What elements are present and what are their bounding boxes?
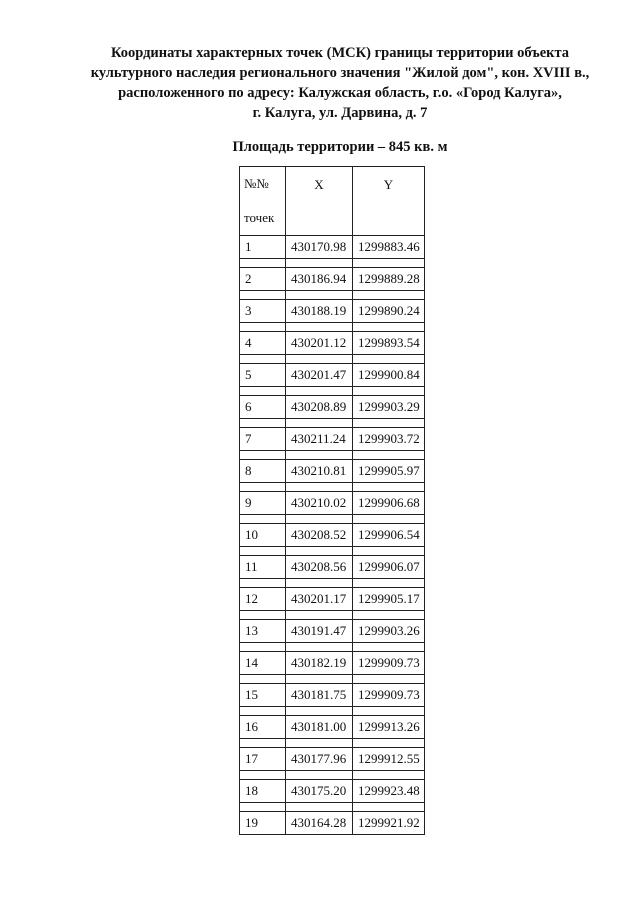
- table-row: [240, 364, 425, 387]
- spacer-row: [240, 707, 425, 716]
- point-number-cell: 14: [240, 652, 286, 675]
- y-coordinate-cell: 1299906.68: [353, 492, 425, 515]
- x-coordinate-cell: 430175.20: [286, 780, 353, 803]
- spacer-row: [240, 483, 425, 492]
- empty-cell: [286, 483, 353, 492]
- header-x-label: X: [314, 177, 324, 192]
- x-coordinate-cell: 430182.19: [286, 652, 353, 675]
- x-coordinate-cell: 430164.28: [286, 812, 353, 835]
- spacer-row: [240, 291, 425, 300]
- y-coordinate-cell: 1299909.73: [353, 684, 425, 707]
- y-coordinate-cell: 1299912.55: [353, 748, 425, 771]
- table-row: [240, 748, 425, 771]
- empty-cell: [286, 291, 353, 300]
- empty-cell: [353, 707, 425, 716]
- empty-cell: [286, 707, 353, 716]
- empty-cell: [353, 451, 425, 460]
- empty-cell: [240, 675, 286, 684]
- point-number-cell: 12: [240, 588, 286, 611]
- empty-cell: [286, 355, 353, 364]
- spacer-row: [240, 419, 425, 428]
- header-number-sign: №№: [244, 176, 269, 191]
- empty-cell: [353, 739, 425, 748]
- table-row: [240, 716, 425, 739]
- x-coordinate-cell: 430210.02: [286, 492, 353, 515]
- table-row: [240, 236, 425, 259]
- empty-cell: [240, 451, 286, 460]
- spacer-row: [240, 803, 425, 812]
- x-coordinate-cell: 430210.81: [286, 460, 353, 483]
- empty-cell: [353, 291, 425, 300]
- empty-cell: [240, 803, 286, 812]
- empty-cell: [353, 803, 425, 812]
- table-row: [240, 300, 425, 323]
- y-coordinate-cell: 1299883.46: [353, 236, 425, 259]
- y-coordinate-cell: 1299921.92: [353, 812, 425, 835]
- empty-cell: [286, 515, 353, 524]
- table-row: [240, 812, 425, 835]
- spacer-row: [240, 259, 425, 268]
- point-number-cell: 6: [240, 396, 286, 419]
- spacer-row: [240, 643, 425, 652]
- empty-cell: [286, 643, 353, 652]
- empty-cell: [286, 259, 353, 268]
- x-coordinate-cell: 430208.52: [286, 524, 353, 547]
- header-point-number: [240, 167, 286, 236]
- point-number-cell: 8: [240, 460, 286, 483]
- table-row: [240, 492, 425, 515]
- point-number-cell: 17: [240, 748, 286, 771]
- y-coordinate-cell: 1299909.73: [353, 652, 425, 675]
- empty-cell: [240, 323, 286, 332]
- empty-cell: [240, 387, 286, 396]
- table-row: [240, 780, 425, 803]
- point-number-cell: 5: [240, 364, 286, 387]
- empty-cell: [240, 707, 286, 716]
- point-number-cell: 2: [240, 268, 286, 291]
- y-coordinate-cell: 1299923.48: [353, 780, 425, 803]
- table-row: [240, 268, 425, 291]
- x-coordinate-cell: 430181.75: [286, 684, 353, 707]
- empty-cell: [353, 387, 425, 396]
- point-number-cell: 16: [240, 716, 286, 739]
- empty-cell: [286, 387, 353, 396]
- spacer-row: [240, 355, 425, 364]
- empty-cell: [240, 579, 286, 588]
- empty-cell: [353, 547, 425, 556]
- empty-cell: [353, 611, 425, 620]
- table-row: [240, 524, 425, 547]
- y-coordinate-cell: 1299903.29: [353, 396, 425, 419]
- x-coordinate-cell: 430201.17: [286, 588, 353, 611]
- empty-cell: [240, 771, 286, 780]
- empty-cell: [240, 291, 286, 300]
- spacer-row: [240, 739, 425, 748]
- title-line: культурного наследия регионального значения "Жилой дом", кон. XVIII в.,: [90, 65, 590, 81]
- empty-cell: [286, 611, 353, 620]
- table-row: [240, 684, 425, 707]
- spacer-row: [240, 771, 425, 780]
- empty-cell: [353, 515, 425, 524]
- empty-cell: [286, 419, 353, 428]
- empty-cell: [240, 259, 286, 268]
- title-line: Координаты характерных точек (МСК) границы территории объекта: [110, 45, 570, 61]
- point-number-cell: 13: [240, 620, 286, 643]
- territory-area: Площадь территории – 845 кв. м: [232, 139, 448, 155]
- empty-cell: [286, 547, 353, 556]
- spacer-row: [240, 515, 425, 524]
- empty-cell: [240, 643, 286, 652]
- table-row: [240, 652, 425, 675]
- table-row: [240, 620, 425, 643]
- empty-cell: [240, 515, 286, 524]
- document-title: [40, 43, 639, 123]
- point-number-cell: 19: [240, 812, 286, 835]
- x-coordinate-cell: 430170.98: [286, 236, 353, 259]
- title-line: расположенного по адресу: Калужская область, г.о. «Город Калуга»,: [118, 85, 562, 101]
- spacer-row: [240, 323, 425, 332]
- title-line: г. Калуга, ул. Дарвина, д. 7: [252, 105, 428, 121]
- empty-cell: [286, 323, 353, 332]
- empty-cell: [286, 803, 353, 812]
- header-y: [353, 167, 425, 236]
- x-coordinate-cell: 430201.47: [286, 364, 353, 387]
- point-number-cell: 1: [240, 236, 286, 259]
- x-coordinate-cell: 430208.89: [286, 396, 353, 419]
- header-x: [286, 167, 353, 236]
- x-coordinate-cell: 430211.24: [286, 428, 353, 451]
- point-number-cell: 3: [240, 300, 286, 323]
- x-coordinate-cell: 430191.47: [286, 620, 353, 643]
- point-number-cell: 18: [240, 780, 286, 803]
- y-coordinate-cell: 1299889.28: [353, 268, 425, 291]
- empty-cell: [240, 547, 286, 556]
- empty-cell: [240, 483, 286, 492]
- empty-cell: [286, 739, 353, 748]
- header-points-label: точек: [244, 210, 275, 225]
- spacer-row: [240, 675, 425, 684]
- y-coordinate-cell: 1299906.54: [353, 524, 425, 547]
- empty-cell: [240, 611, 286, 620]
- coordinates-table: [239, 166, 425, 835]
- empty-cell: [353, 771, 425, 780]
- empty-cell: [353, 643, 425, 652]
- y-coordinate-cell: 1299905.97: [353, 460, 425, 483]
- y-coordinate-cell: 1299913.26: [353, 716, 425, 739]
- empty-cell: [286, 579, 353, 588]
- empty-cell: [286, 451, 353, 460]
- spacer-row: [240, 451, 425, 460]
- empty-cell: [240, 355, 286, 364]
- y-coordinate-cell: 1299893.54: [353, 332, 425, 355]
- empty-cell: [240, 739, 286, 748]
- point-number-cell: 11: [240, 556, 286, 579]
- empty-cell: [353, 259, 425, 268]
- point-number-cell: 7: [240, 428, 286, 451]
- spacer-row: [240, 579, 425, 588]
- x-coordinate-cell: 430208.56: [286, 556, 353, 579]
- empty-cell: [286, 771, 353, 780]
- empty-cell: [286, 675, 353, 684]
- empty-cell: [353, 355, 425, 364]
- y-coordinate-cell: 1299906.07: [353, 556, 425, 579]
- empty-cell: [353, 675, 425, 684]
- empty-cell: [353, 323, 425, 332]
- x-coordinate-cell: 430186.94: [286, 268, 353, 291]
- y-coordinate-cell: 1299890.24: [353, 300, 425, 323]
- table-row: [240, 556, 425, 579]
- spacer-row: [240, 387, 425, 396]
- y-coordinate-cell: 1299905.17: [353, 588, 425, 611]
- table-row: [240, 588, 425, 611]
- table-row: [240, 396, 425, 419]
- empty-cell: [240, 419, 286, 428]
- y-coordinate-cell: 1299903.26: [353, 620, 425, 643]
- point-number-cell: 15: [240, 684, 286, 707]
- y-coordinate-cell: 1299900.84: [353, 364, 425, 387]
- point-number-cell: 9: [240, 492, 286, 515]
- spacer-row: [240, 611, 425, 620]
- header-y-label: Y: [383, 177, 394, 192]
- empty-cell: [353, 483, 425, 492]
- x-coordinate-cell: 430181.00: [286, 716, 353, 739]
- spacer-row: [240, 547, 425, 556]
- table-row: [240, 460, 425, 483]
- empty-cell: [353, 579, 425, 588]
- x-coordinate-cell: 430188.19: [286, 300, 353, 323]
- table-header-row: [240, 167, 425, 236]
- x-coordinate-cell: 430201.12: [286, 332, 353, 355]
- table-row: [240, 428, 425, 451]
- point-number-cell: 4: [240, 332, 286, 355]
- point-number-cell: 10: [240, 524, 286, 547]
- x-coordinate-cell: 430177.96: [286, 748, 353, 771]
- y-coordinate-cell: 1299903.72: [353, 428, 425, 451]
- table-row: [240, 332, 425, 355]
- empty-cell: [353, 419, 425, 428]
